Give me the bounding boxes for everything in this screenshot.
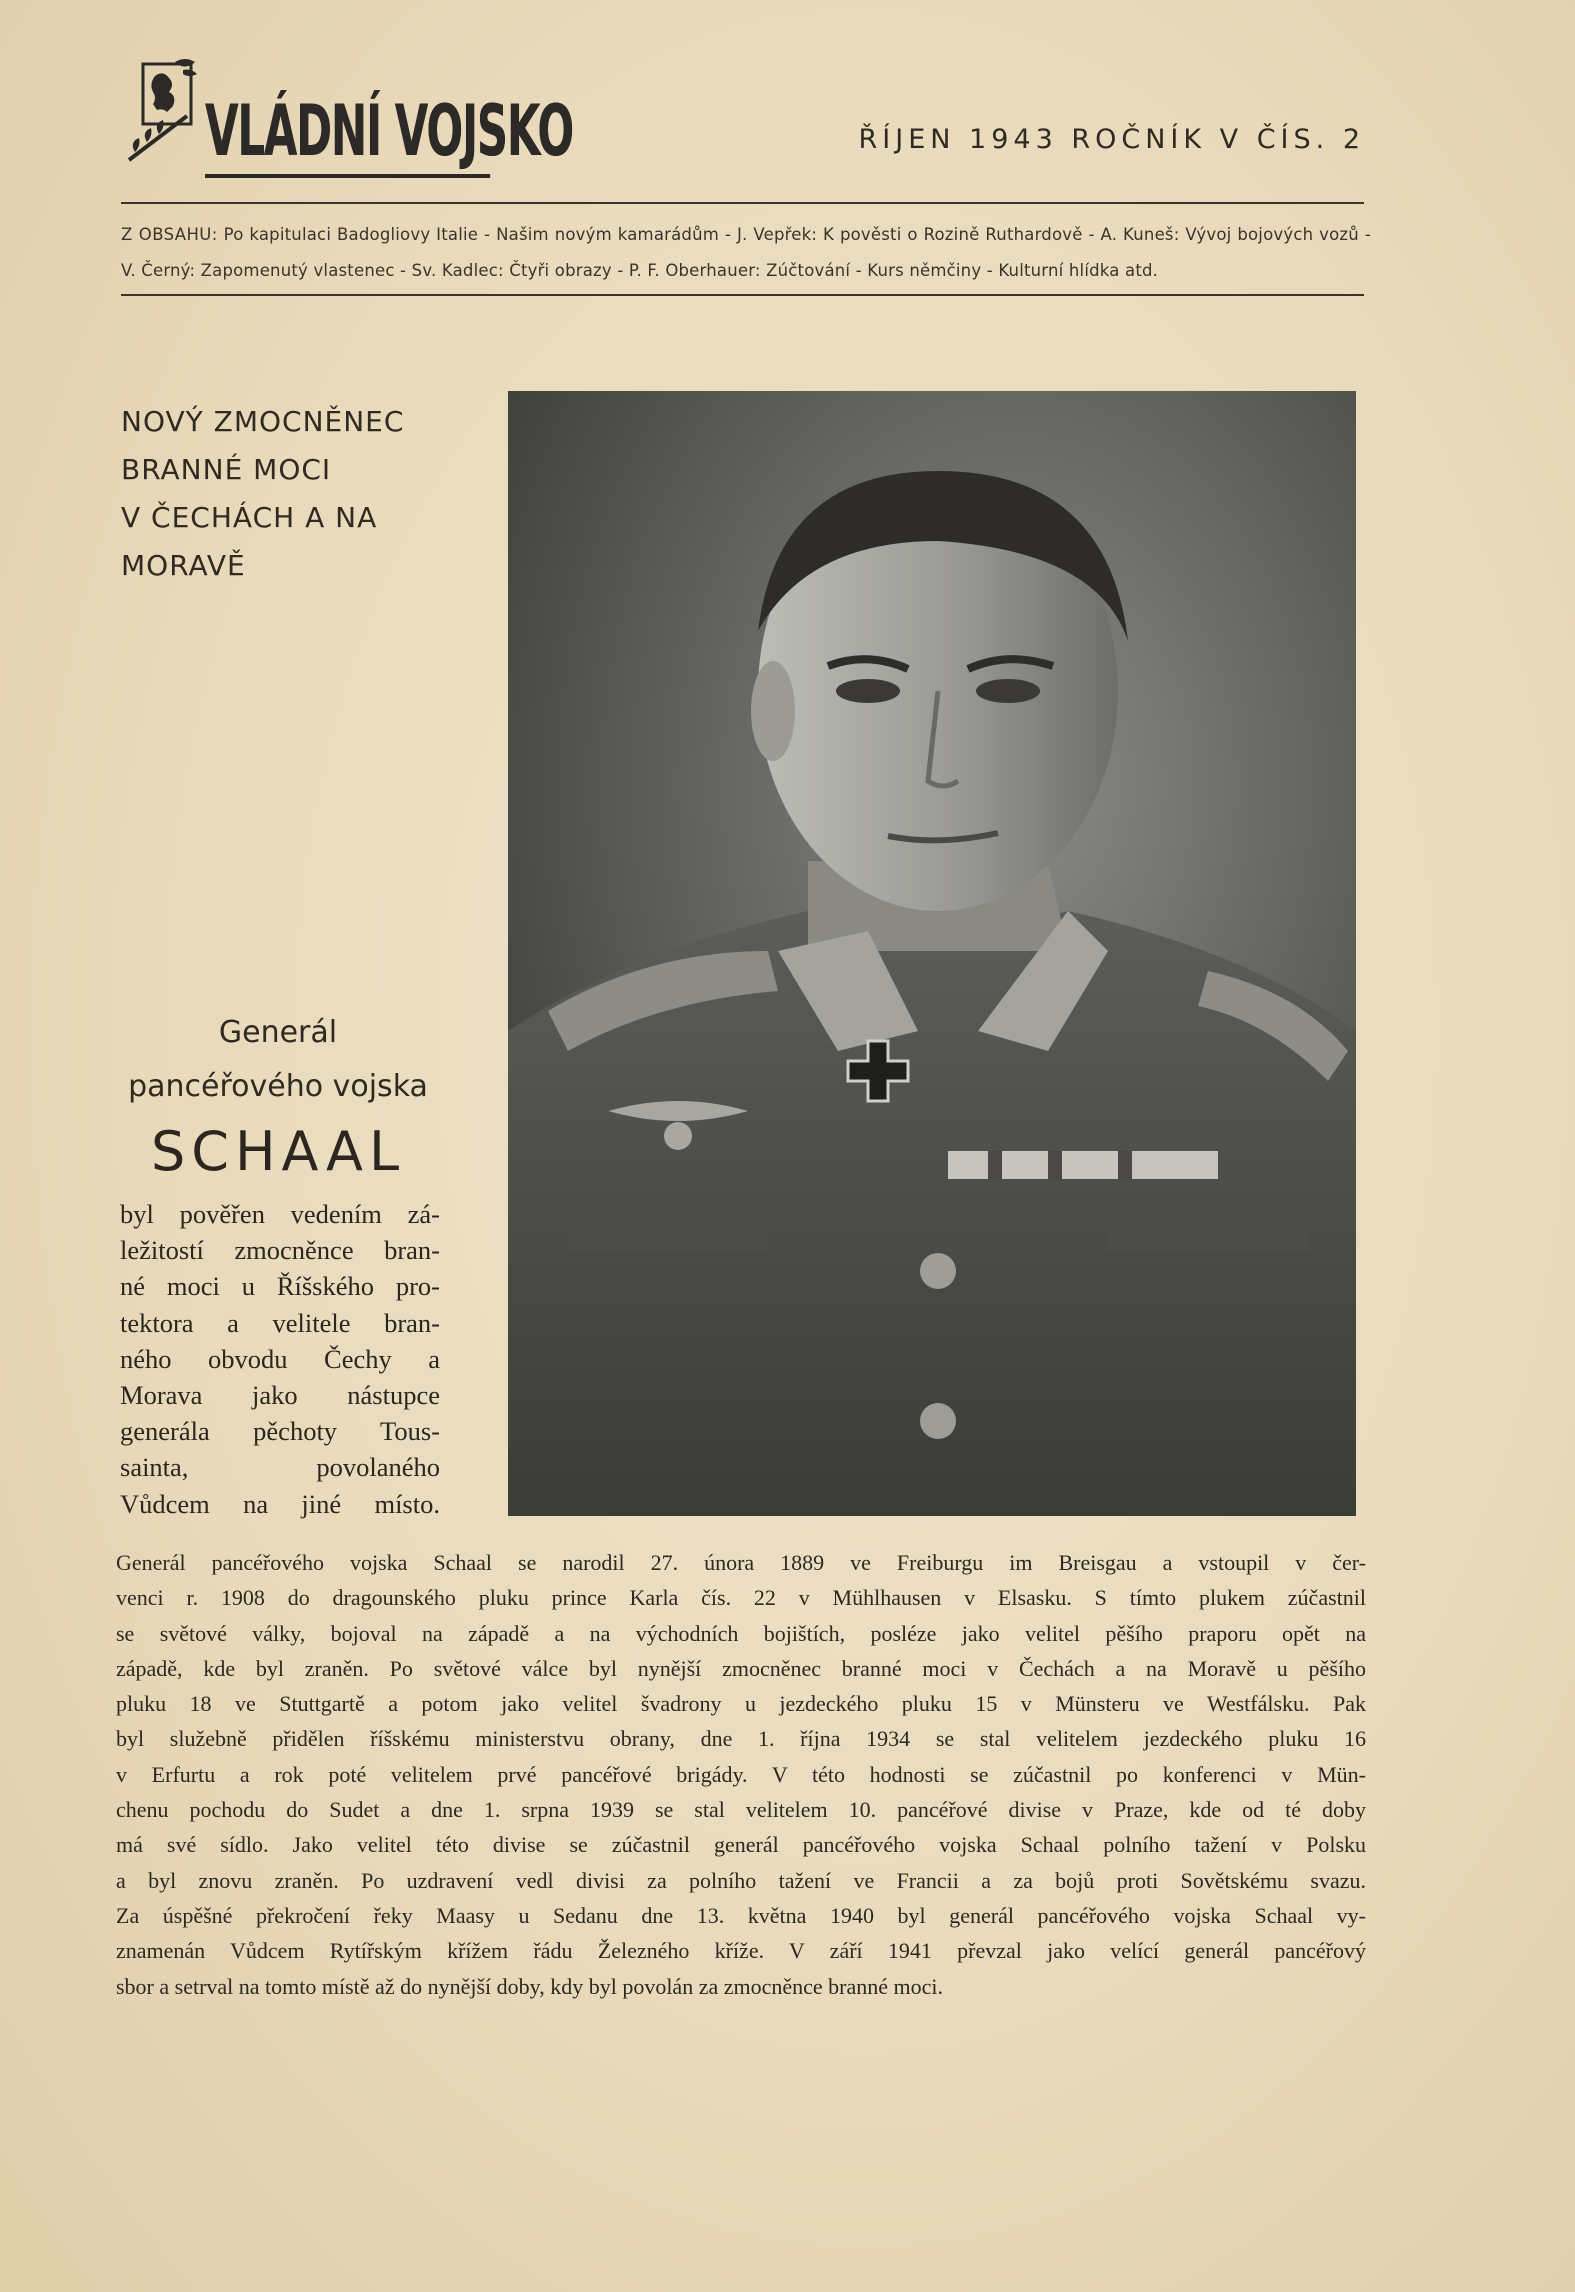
body-line: byl služebně přidělen říšskému ministerstvu obrany, dne 1. října 1934 se stal velitelem jezdeckého pluku 16 [116, 1726, 1366, 1752]
lead-line: generála pěchoty Tous- [120, 1416, 440, 1447]
body-line: se světové války, bojoval na západě a na východních bojištích, posléze jako velitel pěšího praporu opět na [116, 1620, 1366, 1646]
contents-text: Po kapitulaci Badogliovy Italie - Našim novým kamarádům - J. Vepřek: K pověsti o Rozině Ruthardově - A. Kuneš: Vývoj bojových vozů - V. Černý: Zapomenutý vlastenec - Sv. Kadlec: Čtyři obrazy - P. F. Oberhauer: Zúčtování - Kurs němčiny - Kulturní hlídka atd. [121, 225, 1371, 280]
rank-line: pancéřového vojska [128, 1069, 428, 1104]
lead-line: byl pověřen vedením zá- [120, 1199, 440, 1229]
lead-line: tektora a velitele bran- [120, 1307, 440, 1338]
body-line: Za úspěšné překročení řeky Maasy u Sedanu dne 13. května 1940 byl generál pancéřového vojska Schaal vy- [116, 1902, 1366, 1928]
body-line: Generál pancéřového vojska Schaal se narodil 27. února 1889 ve Freiburgu im Breisgau a vstoupil v čer- [116, 1550, 1366, 1575]
body-line: v Erfurtu a rok poté velitelem prvé pancéřové brigády. V této hodnosti se zúčastnil po konferenci v Mün- [116, 1761, 1366, 1787]
body-line: znamenán Vůdcem Rytířským křížem řádu Železného kříže. V září 1941 převzal jako velící generál pancéřový [116, 1938, 1366, 1964]
masthead [95, 50, 575, 180]
body-line: sbor a setrval na tomto místě až do nynější doby, kdy byl povolán za zmocněnce branné moci. [116, 1973, 944, 1999]
headline-line: V ČECHÁCH A NA [121, 501, 378, 534]
lead-line: Morava jako nástupce [120, 1380, 440, 1411]
headline-line: NOVÝ ZMOCNĚNEC [121, 405, 405, 438]
article-body [116, 1545, 1366, 2004]
magazine-title: VLÁDNÍ VOJSKO [205, 88, 490, 178]
headline [121, 398, 451, 590]
lead-line: ného obvodu Čechy a [120, 1343, 440, 1374]
portrait-illustration [508, 391, 1356, 1516]
lead-line: sainta, povolaného [120, 1452, 440, 1483]
lion-crest-icon [125, 56, 205, 166]
body-line: západě, kde byl zraněn. Po světové válce byl nynější zmocněnec branné moci v Čechách a na Moravě u pěšího [116, 1655, 1366, 1681]
bottom-rule [121, 294, 1364, 296]
body-line: venci r. 1908 do dragounského pluku prince Karla čís. 22 v Mühlhausen v Elsasku. S tímto plukem zúčastnil [116, 1585, 1366, 1611]
portrait-photo [508, 391, 1356, 1516]
lead-line: né moci u Říšského pro- [120, 1271, 440, 1302]
body-line: má své sídlo. Jako velitel této divise se zúčastnil generál pancéřového vojska Schaal polního tažení v Polsku [116, 1832, 1366, 1858]
lead-line: Vůdcem na jiné místo. [120, 1488, 440, 1519]
top-rule [121, 202, 1364, 204]
body-line: pluku 18 ve Stuttgartě a potom jako velitel švadrony u jezdeckého pluku 15 v Münsteru ve Westfálsku. Pak [116, 1691, 1366, 1717]
lead-line: ležitostí zmocněnce bran- [120, 1235, 440, 1266]
body-line: chenu pochodu do Sudet a dne 1. srpna 1939 se stal velitelem 10. pancéřové divise v Praze, kde od té doby [116, 1797, 1366, 1823]
rank-line: Generál [218, 1015, 338, 1050]
lead-paragraph [120, 1196, 440, 1522]
headline-line: MORAVĚ [121, 549, 246, 582]
rank-title [108, 1006, 448, 1114]
surname: SCHAAL [150, 1120, 406, 1183]
table-of-contents [121, 217, 1371, 289]
contents-label: Z OBSAHU: [121, 225, 218, 244]
issue-info: ŘÍJEN 1943 ROČNÍK V ČÍS. 2 [858, 124, 1365, 155]
headline-line: BRANNÉ MOCI [121, 453, 332, 486]
body-line: a byl znovu zraněn. Po uzdravení vedl divisi za polního tažení ve Francii a za bojů proti Sovětskému svazu. [116, 1867, 1366, 1893]
